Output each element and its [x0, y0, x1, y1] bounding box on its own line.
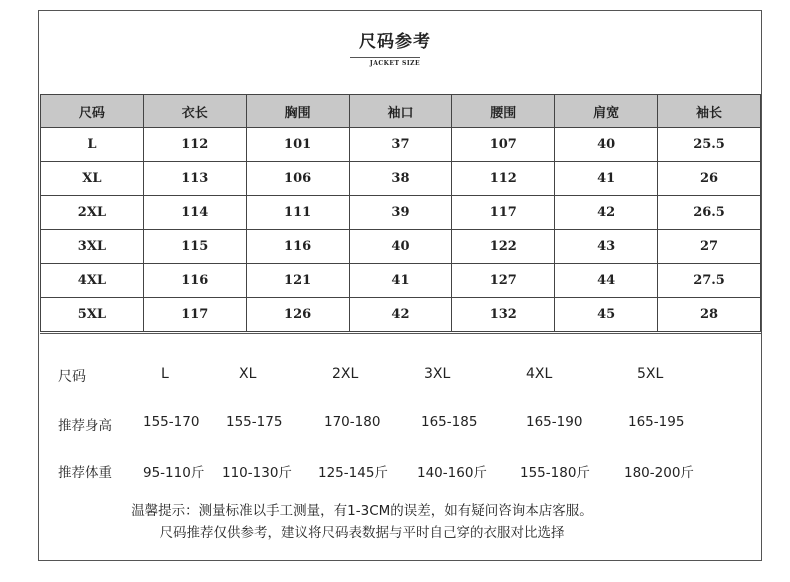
recommend-size-label: 尺码: [58, 369, 86, 385]
table-cell: 132: [452, 298, 555, 332]
table-cell: 39: [349, 196, 452, 230]
recommend-weight: 95-110斤: [143, 465, 205, 481]
table-cell: 112: [452, 162, 555, 196]
table-cell: 25.5: [658, 128, 761, 162]
header-cell: 衣长: [143, 95, 246, 128]
recommend-weight: 180-200斤: [624, 465, 694, 481]
table-cell: 26: [658, 162, 761, 196]
page-title: 尺码参考: [359, 32, 431, 52]
table-row: [41, 230, 761, 264]
recommend-size: 3XL: [424, 366, 451, 382]
recommend-size: L: [161, 366, 169, 382]
recommend-weight: 125-145斤: [318, 465, 388, 481]
table-cell: 28: [658, 298, 761, 332]
subtitle-divider: [350, 57, 420, 58]
table-cell: 111: [246, 196, 349, 230]
table-cell: 38: [349, 162, 452, 196]
tip-note: 温馨提示：测量标准以手工测量，有1-3CM的误差，如有疑问咨询本店客服。: [131, 503, 593, 519]
recommend-weight: 155-180斤: [520, 465, 590, 481]
table-cell: 115: [143, 230, 246, 264]
table-cell: 40: [555, 128, 658, 162]
table-cell: 42: [349, 298, 452, 332]
table-cell: 27.5: [658, 264, 761, 298]
section-divider: [40, 333, 761, 334]
recommend-size: 5XL: [637, 366, 664, 382]
table-cell: 40: [349, 230, 452, 264]
table-row: [41, 298, 761, 332]
recommend-height: 170-180: [324, 414, 381, 430]
header-cell: 袖口: [349, 95, 452, 128]
table-cell: 106: [246, 162, 349, 196]
page-subtitle: JACKET SIZE: [369, 60, 421, 67]
table-cell: 122: [452, 230, 555, 264]
table-cell: 112: [143, 128, 246, 162]
header-cell: 肩宽: [555, 95, 658, 128]
recommend-height: 155-175: [226, 414, 283, 430]
header-cell: 尺码: [41, 95, 144, 128]
recommend-size: XL: [239, 366, 257, 382]
table-cell: 117: [452, 196, 555, 230]
recommend-weight-label: 推荐体重: [58, 465, 112, 481]
tip-note-secondary: 尺码推荐仅供参考，建议将尺码表数据与平时自己穿的衣服对比选择: [159, 525, 565, 541]
table-cell: 42: [555, 196, 658, 230]
recommend-size: 2XL: [332, 366, 359, 382]
table-cell: 113: [143, 162, 246, 196]
recommend-height-label: 推荐身高: [58, 418, 112, 434]
table-row: [41, 264, 761, 298]
table-cell: 44: [555, 264, 658, 298]
table-cell: L: [41, 128, 144, 162]
table-cell: 4XL: [41, 264, 144, 298]
table-cell: 126: [246, 298, 349, 332]
table-cell: 107: [452, 128, 555, 162]
table-cell: 43: [555, 230, 658, 264]
header-cell: 腰围: [452, 95, 555, 128]
table-cell: 5XL: [41, 298, 144, 332]
table-cell: 3XL: [41, 230, 144, 264]
table-cell: 116: [143, 264, 246, 298]
table-cell: 41: [555, 162, 658, 196]
table-cell: 101: [246, 128, 349, 162]
recommend-height: 155-170: [143, 414, 200, 430]
table-cell: 127: [452, 264, 555, 298]
recommend-height: 165-190: [526, 414, 583, 430]
table-cell: 114: [143, 196, 246, 230]
table-cell: 2XL: [41, 196, 144, 230]
table-row: [41, 162, 761, 196]
table-cell: XL: [41, 162, 144, 196]
recommend-height: 165-195: [628, 414, 685, 430]
table-cell: 41: [349, 264, 452, 298]
recommend-size: 4XL: [526, 366, 553, 382]
recommend-weight: 110-130斤: [222, 465, 292, 481]
table-cell: 26.5: [658, 196, 761, 230]
size-table: [40, 94, 761, 332]
recommend-height: 165-185: [421, 414, 478, 430]
table-cell: 45: [555, 298, 658, 332]
recommend-weight: 140-160斤: [417, 465, 487, 481]
table-cell: 117: [143, 298, 246, 332]
table-header-row: [41, 95, 761, 128]
table-row: [41, 128, 761, 162]
table-cell: 37: [349, 128, 452, 162]
table-cell: 121: [246, 264, 349, 298]
header-cell: 胸围: [246, 95, 349, 128]
header-cell: 袖长: [658, 95, 761, 128]
table-row: [41, 196, 761, 230]
table-cell: 27: [658, 230, 761, 264]
table-cell: 116: [246, 230, 349, 264]
